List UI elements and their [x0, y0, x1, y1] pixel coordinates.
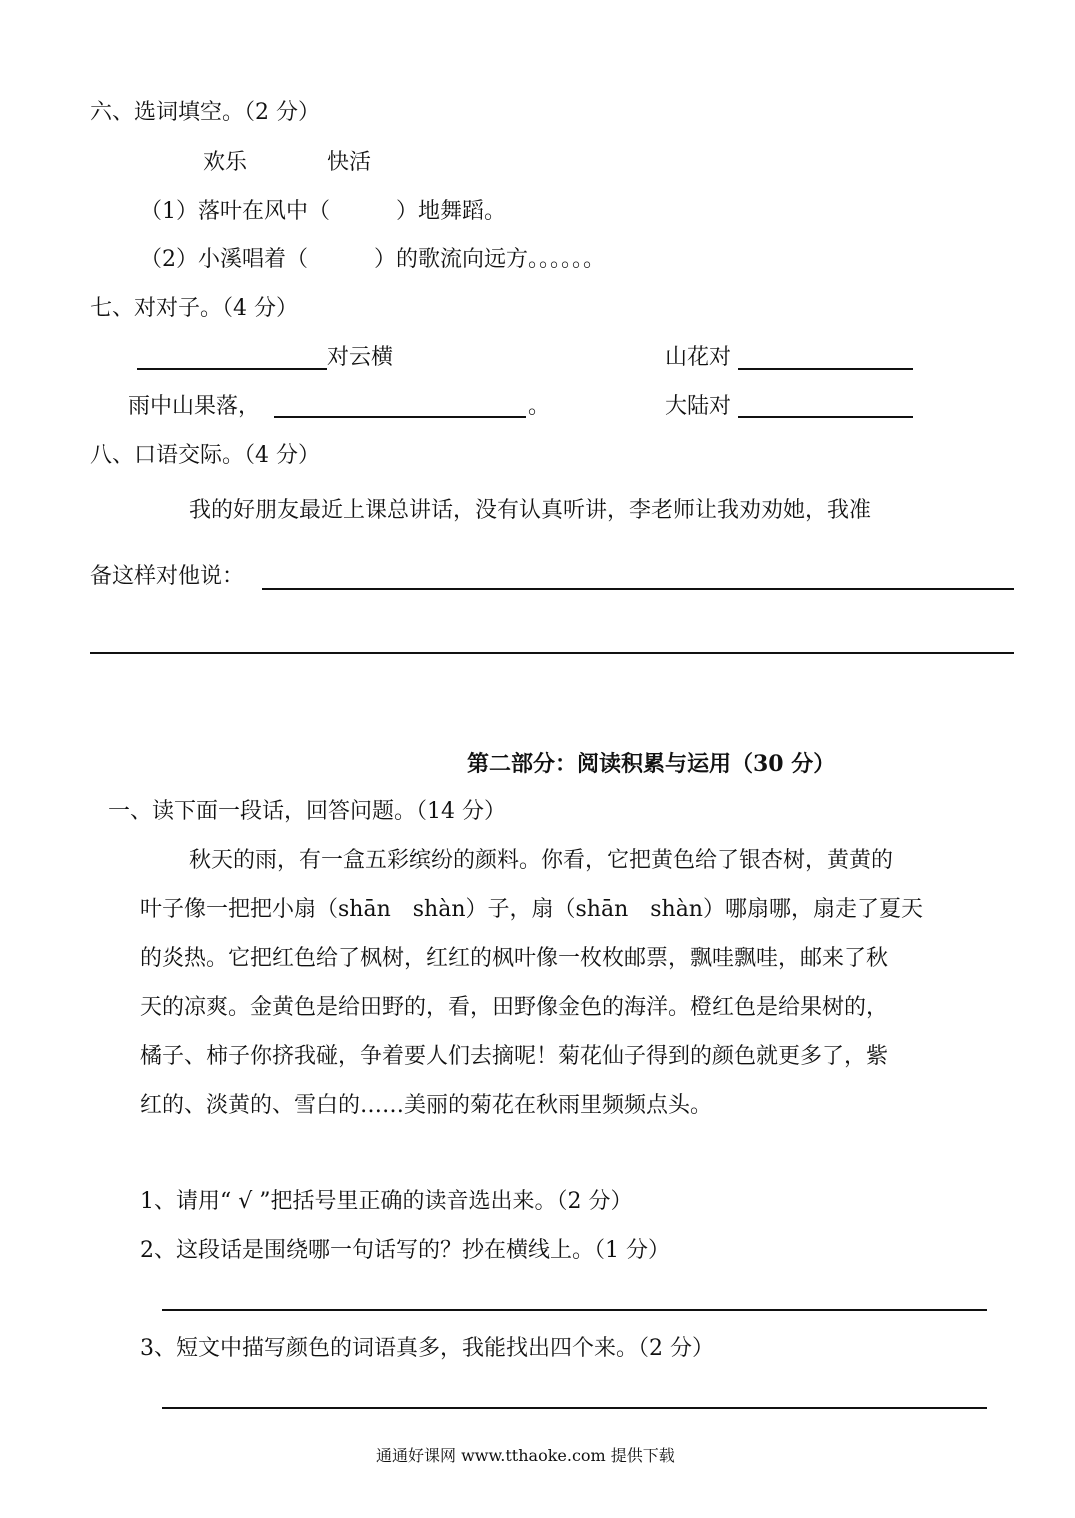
section8-prompt-line2: 备这样对他说： — [90, 564, 245, 589]
section6-question-1: （1）落叶在风中（ ）地舞蹈。 — [140, 199, 506, 224]
answer-line-2[interactable] — [90, 652, 1014, 654]
word-option-2: 快活 — [327, 150, 372, 175]
section8-prompt-line1: 我的好朋友最近上课总讲话，没有认真听讲，李老师让我劝劝她，我准 — [189, 498, 872, 523]
passage-line: 的炎热。它把红色给了枫树，红红的枫叶像一枚枚邮票，飘哇飘哇，邮来了秋 — [140, 946, 889, 971]
answer-line-1[interactable] — [262, 588, 1014, 590]
couplet-right-2-prefix: 大陆对 — [665, 394, 732, 419]
passage-line: 红的、淡黄的、雪白的……美丽的菊花在秋雨里频频点头。 — [140, 1093, 713, 1118]
couplet-blank-2[interactable] — [738, 368, 913, 370]
section6-question-2: （2）小溪唱着（ ）的歌流向远方。。。。。。 — [140, 247, 605, 272]
passage-line: 橘子、柿子你挤我碰，争着要人们去摘呢！菊花仙子得到的颜色就更多了，紫 — [140, 1044, 889, 1069]
couplet-blank-3[interactable] — [274, 416, 526, 418]
reading-question-heading: 一、读下面一段话，回答问题。（14 分） — [108, 799, 506, 824]
part2-title: 第二部分：阅读积累与运用（30 分） — [467, 751, 836, 777]
word-option-1: 欢乐 — [203, 150, 248, 175]
section7-heading: 七、对对子。（4 分） — [90, 296, 298, 321]
couplet-left-2-suffix: 。 — [528, 394, 551, 419]
passage-line: 秋天的雨，有一盒五彩缤纷的颜料。你看，它把黄色给了银杏树，黄黄的 — [189, 848, 894, 873]
couplet-blank-1[interactable] — [137, 368, 327, 370]
couplet-left-1-suffix: 对云横 — [327, 345, 394, 370]
sub-question-3: 3、短文中描写颜色的词语真多，我能找出四个来。（2 分） — [140, 1336, 714, 1361]
footer-text: 通通好课网 www.tthaoke.com 提供下载 — [376, 1446, 675, 1465]
couplet-right-1-prefix: 山花对 — [665, 345, 732, 370]
couplet-blank-4[interactable] — [738, 416, 913, 418]
section8-heading: 八、口语交际。（4 分） — [90, 443, 320, 468]
passage-line: 天的凉爽。金黄色是给田野的，看，田野像金色的海洋。橙红色是给果树的， — [140, 995, 889, 1020]
sub-question-3-answer-line[interactable] — [162, 1407, 987, 1409]
sub-question-1: 1、请用“ √ ”把括号里正确的读音选出来。（2 分） — [140, 1189, 633, 1214]
section6-heading: 六、选词填空。（2 分） — [90, 100, 320, 125]
passage-line: 叶子像一把把小扇（shān shàn）子，扇（shān shàn）哪扇哪，扇走了夏天 — [140, 897, 923, 922]
couplet-left-2-prefix: 雨中山果落， — [128, 394, 261, 419]
sub-question-2: 2、这段话是围绕哪一句话写的？抄在横线上。（1 分） — [140, 1238, 670, 1263]
sub-question-2-answer-line[interactable] — [162, 1309, 987, 1311]
